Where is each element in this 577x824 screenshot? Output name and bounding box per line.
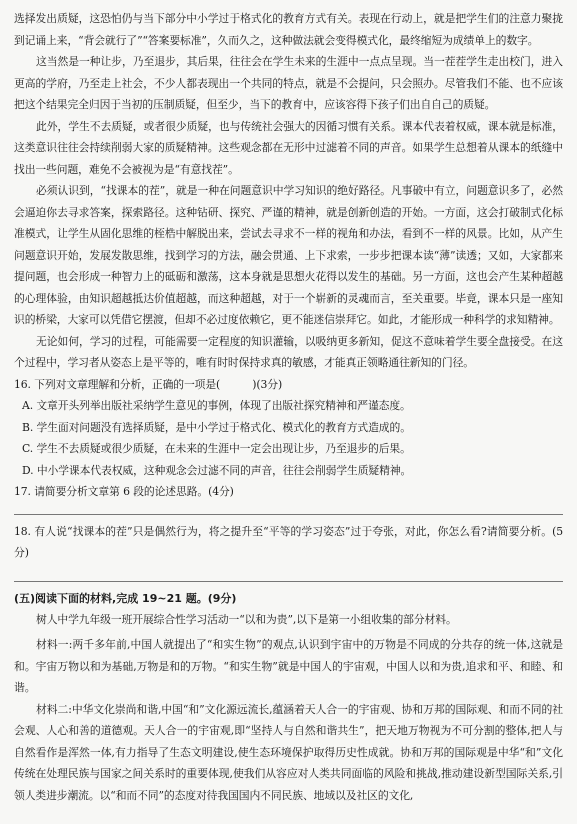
- section-title: (五)阅读下面的材料,完成 19~21 题。(9分): [14, 591, 237, 605]
- paragraph-2: 这当然是一种让步，乃至退步，其后果，往往会在学生未来的生涯中一点点呈现。当一茬茬学生走出校门，进入更高的学府，乃至走上社会，不少人都表现出一个共同的特点，就是不会提问，只会照办。尽管我们不能、也不应该把这个结果完全归因于当初的压制质疑，但至少，当下的教育中，应该容得下孩子们出自自己的质疑。: [14, 55, 563, 111]
- answer-line: [14, 514, 563, 515]
- material-2: 材料二:中华文化崇尚和谐,中国“和”文化源远流长,蕴涵着天人合一的宇宙观、协和万邦的国际观、和而不同的社会观、人心和善的道德观。天人合一的宇宙观,即“坚持人与自然和谐共生”，把天地万物视为不可分割的整体,把人与自然看作是浑然一体,有力指导了生态文明建设,使生态环境保护取得历史性成就。协和万邦的国际观是中华“和”文化传统在处理民族与国家之间关系时的重要体现,使我们从容应对人类共同面临的风险和挑战,推动建设新型国际关系,引领人类进步潮流。以“和而不同”的态度对待我国国内不同民族、地域以及社区的文化,: [14, 702, 563, 802]
- question-16-option-c: C. 学生不去质疑或很少质疑，在未来的生涯中一定会出现让步，乃至退步的后果。: [22, 442, 411, 455]
- question-16-option-d: D. 中小学课本代表权威，这种观念会过滤不同的声音，往往会削弱学生质疑精神。: [22, 463, 412, 477]
- answer-line: [14, 581, 563, 582]
- material-1: 材料一:两千多年前,中国人就提出了“和实生物”的观点,认识到宇宙中的万物是不同成的分共存的统一体,这就是和。宇宙万物以和为基础,万物是和的万物。“和实生物”就是中国人的宇宙观，中国人以和为贵,追求和平、和睦、和谐。: [14, 638, 563, 694]
- paragraph-5: 无论如何，学习的过程，可能需要一定程度的知识灌输，以吸纳更多新知，促这不意味着学生要全盘接受。在这个过程中，学习者从姿态上是平等的，唯有时时保持求真的敏感，才能真正领略通往新知的门径。: [14, 334, 563, 369]
- section-intro: 树人中学九年级一班开展综合性学习活动一“以和为贵”,以下是第一小组收集的部分材料。: [36, 612, 457, 626]
- question-18-stem: 18. 有人说“找课本的茬”只是偶然行为，将之提升至“平等的学习姿态”过于夸张，对此，你怎么看?请简要分析。(5分): [14, 524, 563, 559]
- question-16-option-b: B. 学生面对问题没有选择质疑，是中小学过于格式化、模式化的教育方式造成的。: [22, 420, 411, 434]
- question-16-stem: 16. 下列对文章理解和分析，正确的一项是( )(3分): [14, 377, 283, 391]
- paragraph-4: 必须认识到，“找课本的茬”，就是一种在问题意识中学习知识的绝好路径。凡事破中有立，问题意识多了，必然会逼迫你去寻求答案，探索路径。这种钻研、探究、严谨的精神，就是创新创造的开始。一方面，这会打破制式化标准模式，让学生从固化思维的桎梏中解脱出来，尝试去寻求不一样的视角和办法，看到不一样的风景。比如，从产生问题意识开始，发展发散思维，找到学习的方法，融会贯通、上下求索，一步步把课本读“薄”读透；又如，大家都来提问题，也会形成一种智力上的砥砺和激荡，这本身就是思想火花得以发生的基础。另一方面，这也会产生某种超越的心理体验，由知识超越抵达价值超越，而这种超越，对于一个崭新的灵魂而言，至关重要。毕竟，课本只是一座知识的桥梁，大家可以凭借它摆渡，但却不必过度依赖它，更不能迷信崇拜它。如此，才能形成一种科学的求知精神。: [14, 184, 563, 326]
- question-17-stem: 17. 请简要分析文章第 6 段的论述思路。(4分): [14, 485, 234, 498]
- paragraph-1-continuation: 选择发出质疑，这恐怕仍与当下部分中小学过于格式化的教育方式有关。表现在行动上，就是把学生们的注意力聚拢到记诵上来，“背会就行了”“答案要标准”，久而久之，这种做法就会变得模式化，最终缩短为成绩单上的数字。: [14, 12, 563, 47]
- question-16-option-a: A. 文章开头列举出版社采纳学生意见的事例，体现了出版社探究精神和严谨态度。: [22, 399, 411, 412]
- paragraph-3: 此外，学生不去质疑，或者很少质疑，也与传统社会强大的因循习惯有关系。课本代表着权威，课本就是标准，这类意识往往会持续削弱大家的质疑精神。这些观念都在无形中过滤着不同的声音。如果学生总想着从课本的纸缝中找出一些问题，难免不会被视为是“有意找茬”。: [14, 119, 563, 176]
